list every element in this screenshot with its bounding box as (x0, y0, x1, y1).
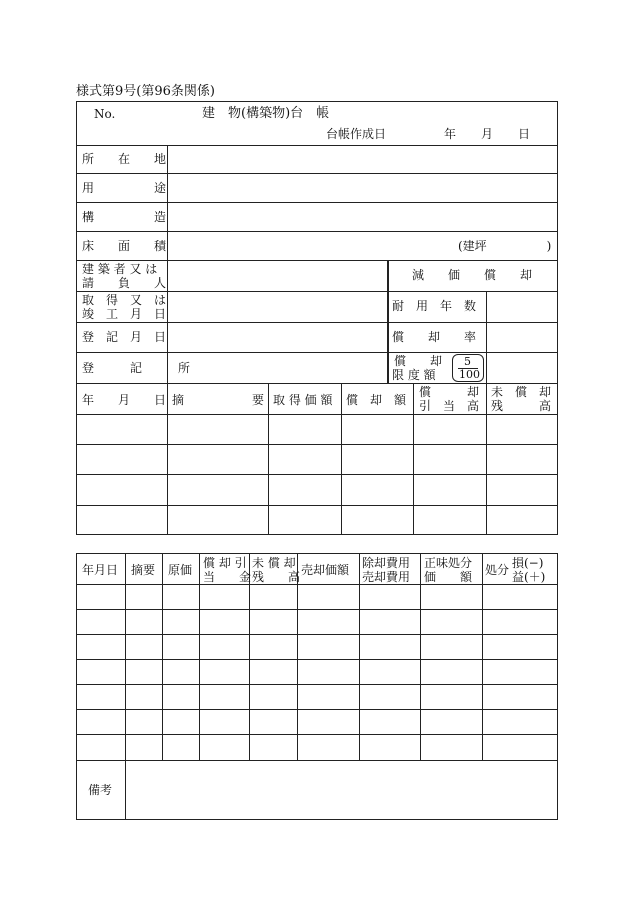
label-floor-area: 床 面 積 (82, 239, 167, 253)
hist-depreciation-header: 償 却 額 (346, 393, 407, 407)
lower-reserve-header-2: 当 金 (203, 570, 252, 584)
label-useful-life: 耐 用 年 数 (392, 299, 477, 313)
created-date-label: 台帳作成日 (326, 127, 387, 141)
created-day: 日 (518, 127, 531, 141)
label-builder-2: 請 負 人 (82, 276, 167, 290)
created-year: 年 (444, 127, 457, 141)
remarks-label: 備考 (88, 783, 113, 797)
label-location: 所 在 地 (82, 152, 167, 166)
lower-disposal-table (76, 553, 558, 820)
hist-acquisition-value-header: 取 得 価 額 (273, 393, 333, 407)
lower-disposal-header: 処分 (485, 563, 510, 577)
label-depreciation: 減 価 償 却 (412, 268, 533, 282)
limit-fraction (452, 354, 484, 382)
lower-summary-header: 摘要 (131, 563, 156, 577)
lower-removal-header-1: 除却費用 (362, 556, 411, 570)
ledger-title: 建 物(構築物)台 帳 (202, 106, 330, 121)
lower-undep-header-1: 未 償 却 (252, 556, 296, 570)
label-depreciation-rate: 償 却 率 (392, 330, 477, 344)
created-month: 月 (481, 127, 494, 141)
lower-sale-value-header: 売却価額 (301, 563, 350, 577)
lower-undep-header-2: 残 高 (252, 570, 301, 584)
no-label: No. (94, 107, 116, 121)
hist-undepreciated-header-2: 残 高 (491, 399, 552, 413)
label-builder-1: 建 築 者 又 は (82, 262, 158, 276)
hist-allowance-header-1: 償 却 (419, 385, 480, 399)
lower-loss-header: 損(−) (512, 556, 544, 570)
label-tsubo: (建坪 ) (458, 239, 552, 253)
label-limit-1: 償 却 (394, 354, 443, 368)
lower-net-disposal-header-1: 正味処分 (424, 556, 473, 570)
label-usage: 用 途 (82, 181, 167, 195)
lower-reserve-header-1: 償 却 引 (203, 556, 247, 570)
label-structure: 構 造 (82, 210, 167, 224)
hist-summary-header-b: 要 (252, 393, 265, 407)
lower-cost-header: 原価 (168, 563, 193, 577)
label-acquired-2: 竣 工 月 日 (82, 307, 167, 321)
lower-removal-header-2: 売却費用 (362, 570, 411, 584)
label-registration-office: 登 記 所 (82, 361, 191, 375)
hist-allowance-header-2: 引 当 高 (419, 399, 480, 413)
lower-date-header: 年月日 (82, 563, 119, 577)
hist-summary-header-a: 摘 (172, 393, 185, 407)
hist-undepreciated-header-1: 未 償 却 (491, 385, 552, 399)
hist-date-header: 年 月 日 (82, 393, 167, 407)
lower-net-disposal-header-2: 価 額 (424, 570, 473, 584)
form-number-title: 様式第9号(第96条関係) (76, 84, 215, 99)
label-acquired-1: 取 得 又 は (82, 293, 167, 307)
fraction-denominator: 100 (459, 368, 480, 381)
lower-gain-header: 益(＋) (512, 570, 546, 584)
label-registration-date: 登 記 月 日 (82, 330, 167, 344)
fraction-numerator: 5 (464, 355, 471, 368)
label-limit-2: 限 度 額 (392, 368, 436, 382)
